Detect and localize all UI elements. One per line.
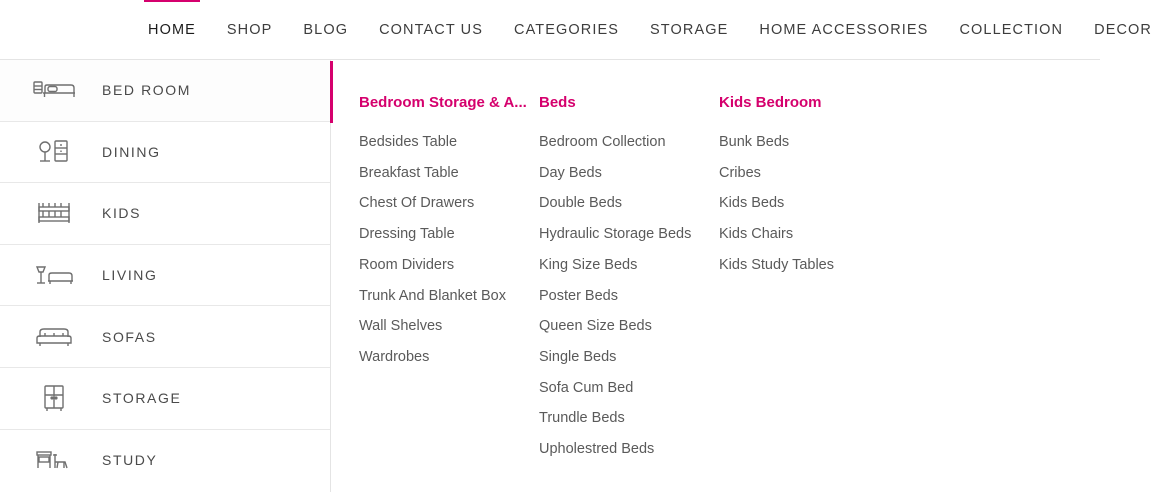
nav-item-shop[interactable]: SHOP	[226, 22, 273, 38]
category-item-dining[interactable]	[0, 122, 330, 184]
menu-link-queen-size-beds[interactable]: Queen Size Beds	[539, 318, 652, 335]
column-title: Kids Bedroom	[719, 94, 822, 111]
nav-item-collection[interactable]: COLLECTION	[959, 22, 1064, 38]
menu-link-trundle-beds[interactable]: Trundle Beds	[539, 410, 625, 427]
category-label: BED ROOM	[102, 82, 192, 99]
menu-link-wall-shelves[interactable]: Wall Shelves	[359, 318, 443, 335]
menu-link-single-beds[interactable]: Single Beds	[539, 348, 617, 365]
category-item-storage[interactable]	[0, 368, 330, 430]
sofa-lamp-icon	[6, 261, 102, 289]
menu-link-wardrobes[interactable]: Wardrobes	[359, 348, 430, 365]
menu-link-dressing-table[interactable]: Dressing Table	[359, 226, 455, 243]
sofa-icon	[6, 323, 102, 351]
nav-item-home[interactable]: HOME	[148, 1, 196, 58]
nav-item-decor[interactable]: DECOR	[1094, 22, 1152, 38]
category-label: LIVING	[102, 267, 158, 284]
nav-item-storage[interactable]: STORAGE	[650, 22, 729, 38]
selected-category-indicator	[330, 61, 333, 123]
mega-column-bedroom-storage	[359, 94, 539, 492]
menu-link-kids-study-tables[interactable]: Kids Study Tables	[719, 256, 834, 273]
category-label: DINING	[102, 143, 161, 160]
menu-link-day-beds[interactable]: Day Beds	[539, 164, 602, 181]
category-list	[0, 60, 331, 492]
category-label: STORAGE	[102, 390, 182, 407]
menu-link-hydraulic-storage-beds[interactable]: Hydraulic Storage Beds	[539, 226, 692, 243]
nav-item-blog[interactable]: BLOG	[303, 22, 349, 38]
category-item-kids[interactable]	[0, 183, 330, 245]
cabinet-icon	[6, 383, 102, 413]
menu-link-poster-beds[interactable]: Poster Beds	[539, 287, 618, 304]
dropdown-panel	[0, 60, 1100, 492]
category-label: SOFAS	[102, 328, 157, 345]
column-title: Beds	[539, 94, 576, 111]
menu-link-king-size-beds[interactable]: King Size Beds	[539, 256, 638, 273]
menu-link-kids-chairs[interactable]: Kids Chairs	[719, 226, 794, 243]
menu-link-upholestred-beds[interactable]: Upholestred Beds	[539, 441, 655, 458]
menu-link-trunk-and-blanket-box[interactable]: Trunk And Blanket Box	[359, 287, 506, 304]
nav-item-contact-us[interactable]: CONTACT US	[379, 22, 484, 38]
mega-column-beds	[539, 94, 719, 492]
column-title: Bedroom Storage & A...	[359, 94, 527, 111]
category-label: STUDY	[102, 452, 158, 469]
menu-link-sofa-cum-bed[interactable]: Sofa Cum Bed	[539, 379, 634, 396]
menu-link-cribes[interactable]: Cribes	[719, 164, 761, 181]
category-item-sofas[interactable]	[0, 306, 330, 368]
bed-icon	[6, 77, 102, 103]
desk-chair-icon	[6, 446, 102, 474]
main-navigation	[0, 0, 1152, 60]
menu-link-double-beds[interactable]: Double Beds	[539, 195, 623, 212]
bunk-bed-icon	[6, 199, 102, 227]
menu-link-room-dividers[interactable]: Room Dividers	[359, 256, 455, 273]
menu-link-kids-beds[interactable]: Kids Beds	[719, 195, 785, 212]
menu-link-bedsides-table[interactable]: Bedsides Table	[359, 134, 458, 150]
menu-link-chest-of-drawers[interactable]: Chest Of Drawers	[359, 195, 475, 212]
category-item-living[interactable]	[0, 245, 330, 307]
mega-column-kids-bedroom	[719, 94, 919, 492]
category-item-bed-room[interactable]	[0, 60, 330, 122]
menu-link-bunk-beds[interactable]: Bunk Beds	[719, 134, 790, 150]
mega-menu	[331, 60, 1100, 492]
menu-link-breakfast-table[interactable]: Breakfast Table	[359, 164, 459, 181]
dining-icon	[6, 137, 102, 167]
nav-item-home-accessories[interactable]: HOME ACCESSORIES	[759, 22, 929, 38]
nav-item-categories[interactable]: CATEGORIES	[514, 22, 620, 38]
menu-link-bedroom-collection[interactable]: Bedroom Collection	[539, 134, 666, 150]
category-label: KIDS	[102, 205, 142, 222]
category-item-study[interactable]	[0, 430, 330, 492]
